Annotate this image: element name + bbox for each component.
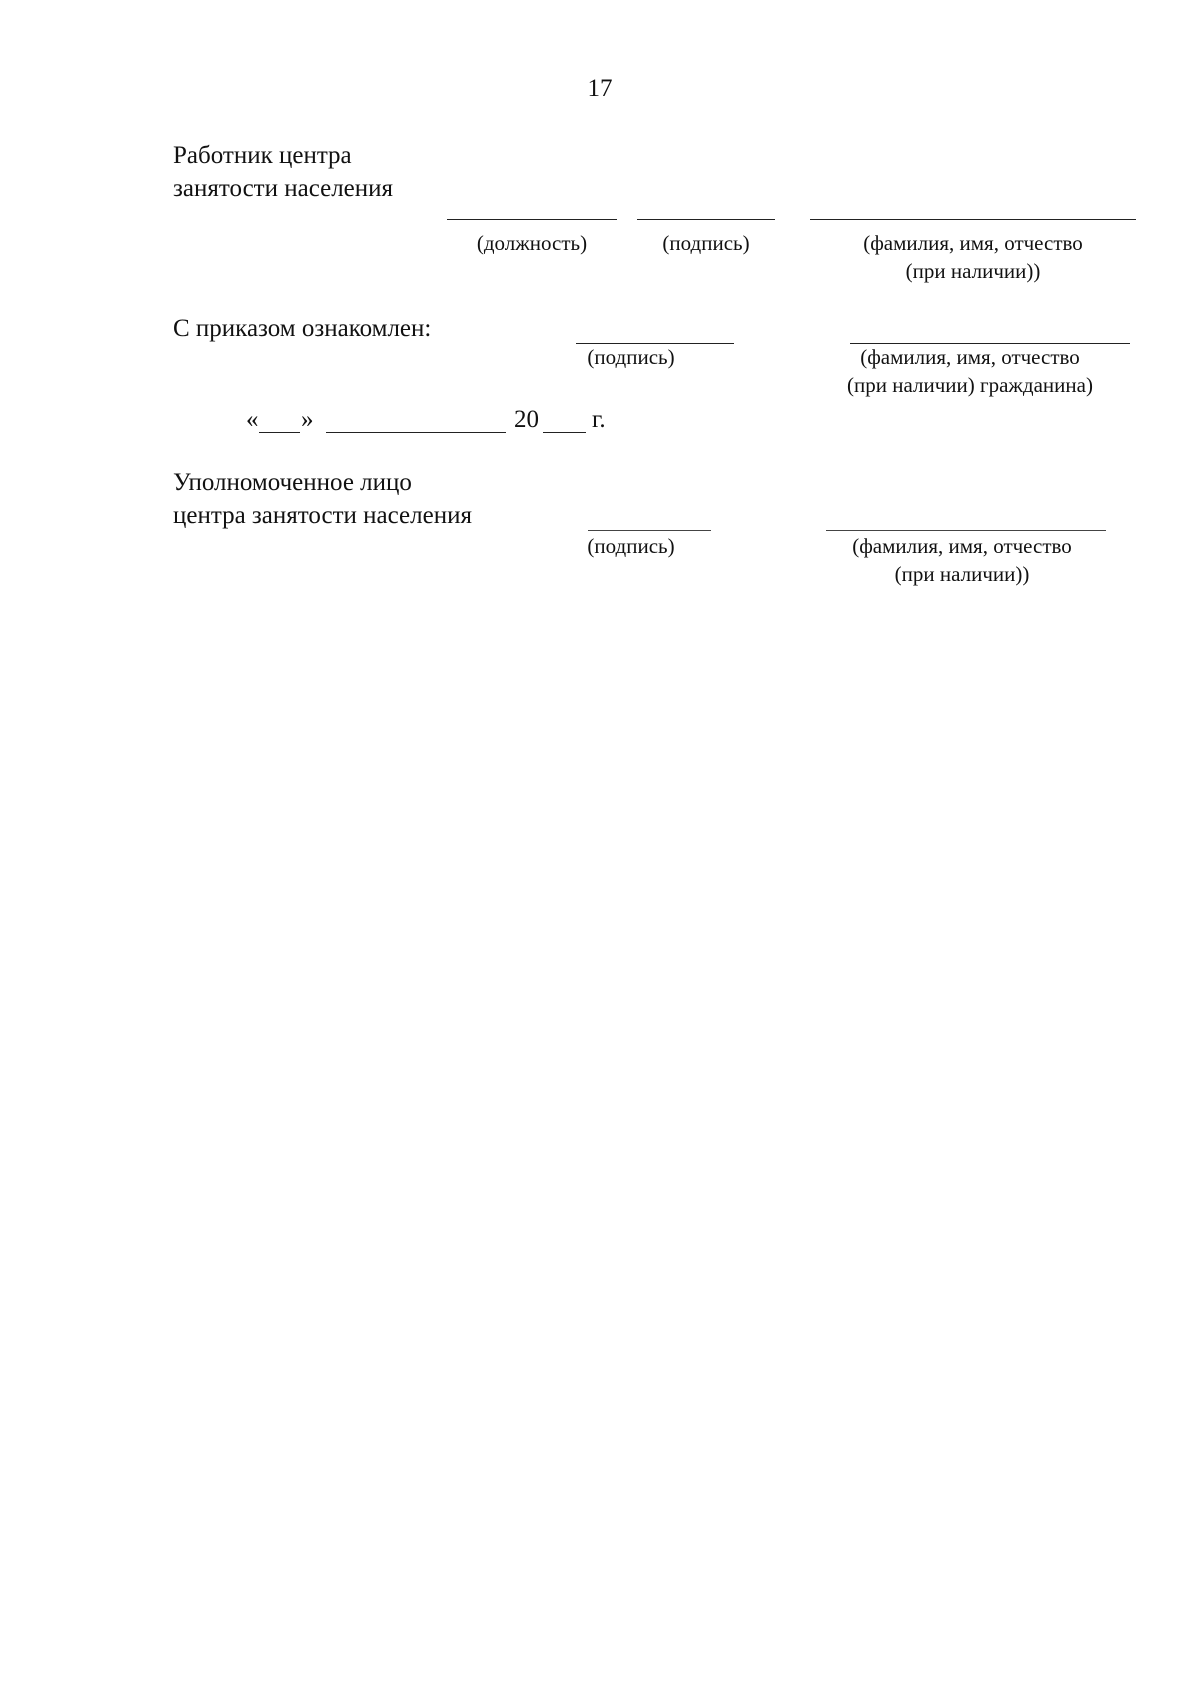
worker-label-line1: Работник центра [173, 142, 352, 169]
worker-name-line [810, 219, 1136, 220]
date-day-line [259, 432, 300, 433]
authorized-label-line1: Уполномоченное лицо [173, 469, 412, 496]
worker-signature-line [637, 219, 775, 220]
date-open-quote: « [246, 406, 259, 433]
date-year-line [543, 432, 586, 433]
acquainted-name-caption-line2: (при наличии) гражданина) [847, 373, 1093, 397]
authorized-signature-caption: (подпись) [587, 534, 675, 558]
authorized-signature-line [588, 530, 711, 531]
worker-position-line [447, 219, 617, 220]
authorized-name-caption-line2: (при наличии)) [894, 562, 1030, 586]
worker-label-line2: занятости населения [173, 175, 394, 202]
worker-signature-caption: (подпись) [662, 231, 750, 255]
authorized-name-caption-line1: (фамилия, имя, отчество [852, 534, 1072, 558]
page-number: 17 [587, 75, 613, 102]
acquainted-name-caption-line1: (фамилия, имя, отчество [860, 345, 1080, 369]
authorized-name-line [826, 530, 1106, 531]
date-month-line [326, 432, 506, 433]
worker-name-caption-line2: (при наличии)) [905, 259, 1041, 283]
worker-position-caption: (должность) [476, 231, 588, 255]
acquainted-label: С приказом ознакомлен: [173, 315, 432, 342]
date-year-prefix: 20 [514, 406, 539, 433]
worker-name-caption-line1: (фамилия, имя, отчество [863, 231, 1083, 255]
date-close-quote: » [301, 406, 314, 433]
acquainted-signature-caption: (подпись) [587, 345, 675, 369]
authorized-label-line2: центра занятости населения [173, 502, 472, 529]
date-year-suffix: г. [592, 406, 606, 433]
